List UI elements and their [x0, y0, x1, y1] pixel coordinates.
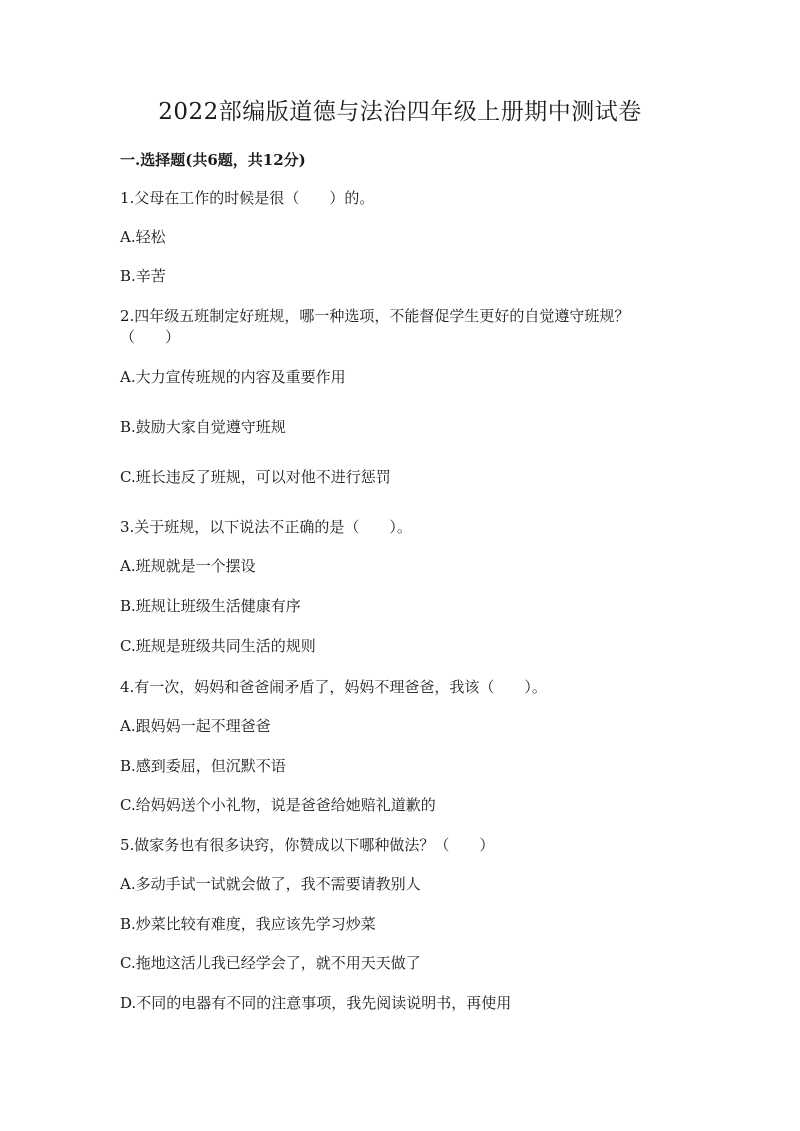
question-2-stem-continued: （ ） — [120, 328, 181, 346]
question-2-option-a: A.大力宣传班规的内容及重要作用 — [120, 368, 346, 386]
question-2-option-c: C.班长违反了班规，可以对他不进行惩罚 — [120, 468, 391, 486]
question-5-stem: 5.做家务也有很多诀窍，你赞成以下哪种做法？（ ） — [120, 836, 495, 854]
question-5-option-c: C.拖地这活儿我已经学会了，就不用天天做了 — [120, 954, 421, 972]
question-4-option-b: B.感到委屈，但沉默不语 — [120, 757, 286, 775]
question-5-option-a: A.多动手试一试就会做了，我不需要请教别人 — [120, 875, 421, 893]
question-3-stem: 3.关于班规，以下说法不正确的是（ ）。 — [120, 518, 412, 536]
question-4-stem: 4.有一次，妈妈和爸爸闹矛盾了，妈妈不理爸爸，我该（ ）。 — [120, 678, 547, 696]
question-3-option-a: A.班规就是一个摆设 — [120, 557, 256, 575]
question-3-option-c: C.班规是班级共同生活的规则 — [120, 637, 316, 655]
question-1-option-a: A.轻松 — [120, 228, 166, 246]
question-4-option-c: C.给妈妈送个小礼物，说是爸爸给她赔礼道歉的 — [120, 796, 436, 814]
section-heading: 一.选择题(共6题，共12分) — [120, 151, 306, 169]
question-5-option-d: D.不同的电器有不同的注意事项，我先阅读说明书，再使用 — [120, 994, 512, 1012]
question-1-option-b: B.辛苦 — [120, 267, 166, 285]
question-5-option-b: B.炒菜比较有难度，我应该先学习炒菜 — [120, 915, 376, 933]
question-2-stem: 2.四年级五班制定好班规，哪一种选项，不能督促学生更好的自觉遵守班规？ — [120, 307, 630, 325]
question-2-option-b: B.鼓励大家自觉遵守班规 — [120, 418, 286, 436]
question-3-option-b: B.班规让班级生活健康有序 — [120, 597, 301, 615]
page-title: 2022部编版道德与法治四年级上册期中测试卷 — [158, 99, 642, 125]
question-1-stem: 1.父母在工作的时候是很（ ）的。 — [120, 189, 375, 207]
question-4-option-a: A.跟妈妈一起不理爸爸 — [120, 717, 271, 735]
